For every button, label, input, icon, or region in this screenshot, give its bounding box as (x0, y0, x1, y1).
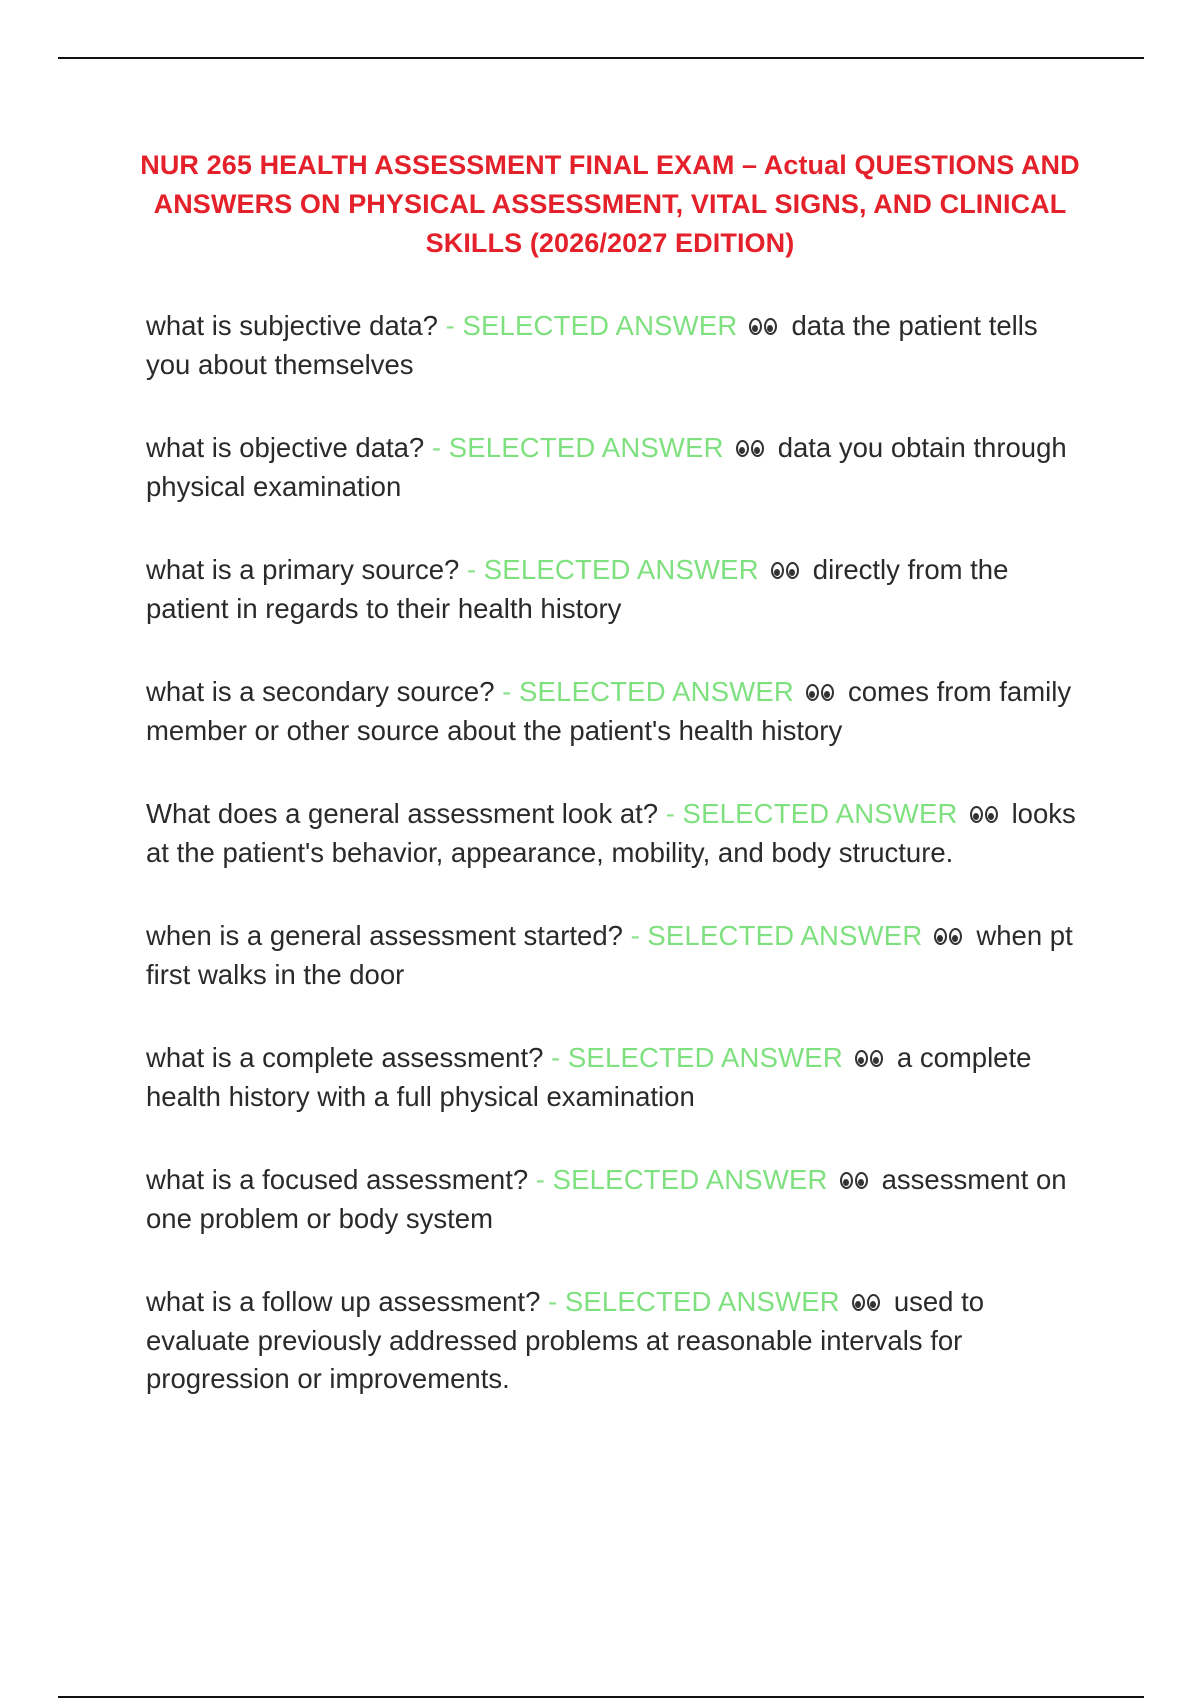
question-text: what is subjective data? (146, 310, 438, 341)
answer-text: a complete health history with a full physical examination (146, 1042, 1032, 1112)
eyes-icon (734, 438, 768, 460)
top-divider (58, 57, 1144, 59)
separator: - (459, 554, 484, 585)
selected-answer-label: SELECTED ANSWER (483, 554, 759, 585)
question-text: what is objective data? (146, 432, 425, 463)
selected-answer-label: SELECTED ANSWER (462, 310, 738, 341)
question-text: What does a general assessment look at? (146, 798, 659, 829)
question-text: what is a complete assessment? (146, 1042, 544, 1073)
question-text: what is a follow up assessment? (146, 1286, 541, 1317)
qa-item (146, 673, 1086, 750)
selected-answer-label: SELECTED ANSWER (647, 920, 923, 951)
answer-text: directly from the patient in regards to their health history (146, 554, 1009, 624)
separator: - (494, 676, 519, 707)
question-text: when is a general assessment started? (146, 920, 623, 951)
eyes-icon (804, 682, 838, 704)
answer-text: assessment on one problem or body system (146, 1164, 1067, 1234)
selected-answer-label: SELECTED ANSWER (518, 676, 794, 707)
separator: - (528, 1164, 553, 1195)
qa-item (146, 795, 1086, 872)
eyes-icon (853, 1048, 887, 1070)
answer-text: when pt first walks in the door (146, 920, 1073, 990)
selected-answer-label: SELECTED ANSWER (682, 798, 958, 829)
separator: - (658, 798, 683, 829)
selected-answer-label: SELECTED ANSWER (448, 432, 724, 463)
answer-text: looks at the patient's behavior, appearance, mobility, and body structure. (146, 798, 1076, 868)
question-text: what is a focused assessment? (146, 1164, 529, 1195)
qa-item (146, 1283, 1086, 1399)
eyes-icon (932, 926, 966, 948)
eyes-icon (838, 1170, 872, 1192)
qa-item (146, 1161, 1086, 1238)
qa-item (146, 307, 1086, 384)
page-title: NUR 265 HEALTH ASSESSMENT FINAL EXAM – Actual QUESTIONS AND ANSWERS ON PHYSICAL ASSESSMENT, VITAL SIGNS, AND CLINICAL SKILLS (2026/2027 EDITION) (140, 150, 1080, 258)
question-text: what is a secondary source? (146, 676, 495, 707)
eyes-icon (850, 1292, 884, 1314)
eyes-icon (747, 316, 781, 338)
qa-item (146, 917, 1086, 994)
answer-text: used to evaluate previously addressed problems at reasonable intervals for progression or improvements. (146, 1286, 985, 1394)
question-text: what is a primary source? (146, 554, 460, 585)
selected-answer-label: SELECTED ANSWER (552, 1164, 828, 1195)
answer-text: comes from family member or other source about the patient's health history (146, 676, 1072, 746)
qa-item (146, 429, 1086, 506)
qa-item (146, 551, 1086, 628)
bottom-divider (58, 1696, 1144, 1698)
selected-answer-label: SELECTED ANSWER (564, 1286, 840, 1317)
qa-item (146, 1039, 1086, 1116)
eyes-icon (968, 804, 1002, 826)
selected-answer-label: SELECTED ANSWER (567, 1042, 843, 1073)
answer-text: data the patient tells you about themselves (146, 310, 1038, 380)
answer-text: data you obtain through physical examination (146, 432, 1067, 502)
separator: - (437, 310, 463, 341)
separator: - (622, 920, 648, 951)
eyes-icon (769, 560, 803, 582)
separator: - (540, 1286, 565, 1317)
separator: - (424, 432, 449, 463)
separator: - (543, 1042, 568, 1073)
qa-list (146, 307, 1086, 1444)
